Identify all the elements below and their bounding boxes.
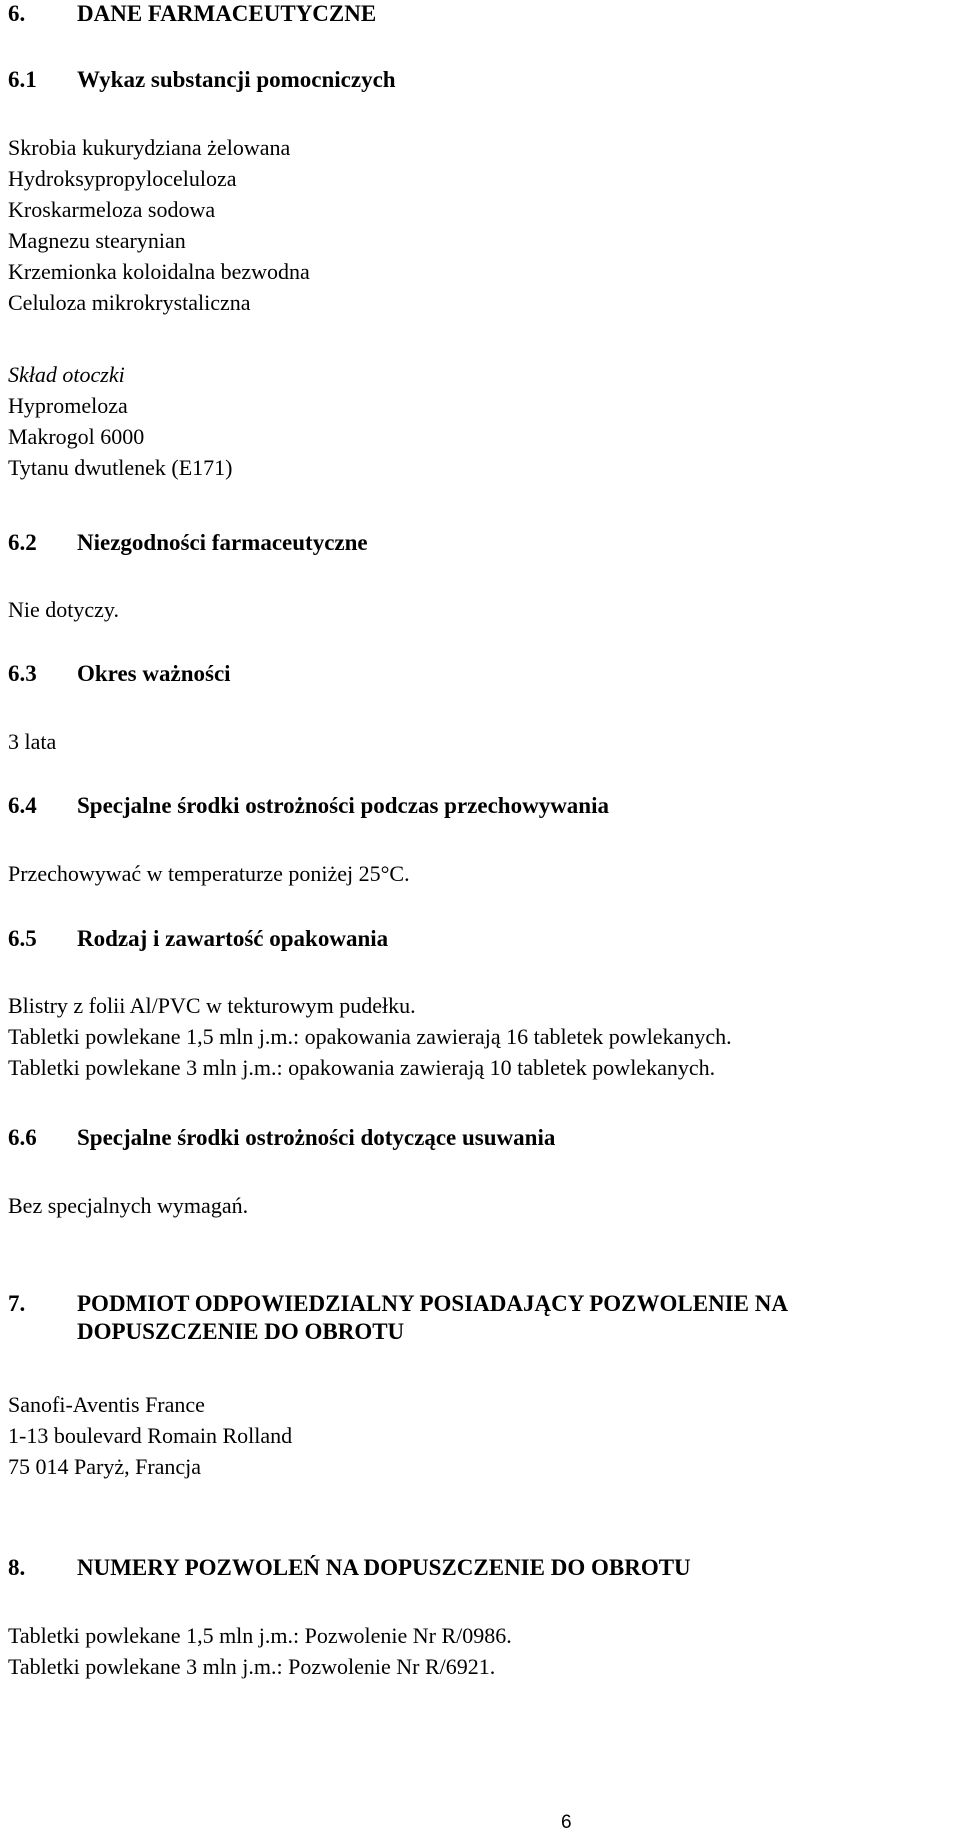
- list-item: Krzemionka koloidalna bezwodna: [8, 259, 310, 284]
- section-6-6-text: Bez specjalnych wymagań.: [8, 1193, 249, 1218]
- list-item: Blistry z folii Al/PVC w tekturowym pudełku.: [8, 993, 416, 1018]
- section-6-3-heading: [8, 660, 231, 688]
- section-6-5-body: [8, 990, 732, 1083]
- list-item: Tabletki powlekane 1,5 mln j.m.: Pozwolenie Nr R/0986.: [8, 1623, 512, 1648]
- list-item: Hydroksypropyloceluloza: [8, 166, 237, 191]
- coating-list: [8, 359, 233, 483]
- address-line: 75 014 Paryż, Francja: [8, 1454, 202, 1479]
- section-6-5-heading: [8, 925, 388, 953]
- list-item: Tabletki powlekane 3 mln j.m.: opakowania zawierają 10 tabletek powlekanych.: [8, 1055, 716, 1080]
- section-number: 6.4: [8, 793, 37, 818]
- list-item: Magnezu stearynian: [8, 228, 186, 253]
- section-8-heading: [8, 1554, 691, 1582]
- section-title: DANE FARMACEUTYCZNE: [77, 1, 377, 26]
- list-item: Hypromeloza: [8, 393, 128, 418]
- section-title: Specjalne środki ostrożności dotyczące usuwania: [77, 1125, 556, 1150]
- excipients-list: [8, 132, 310, 318]
- section-6-2-heading: [8, 529, 368, 557]
- list-item: Makrogol 6000: [8, 424, 145, 449]
- list-item: Kroskarmeloza sodowa: [8, 197, 216, 222]
- section-number: 6.3: [8, 661, 37, 686]
- section-title-line: PODMIOT ODPOWIEDZIALNY POSIADAJĄCY POZWOLENIE NA: [77, 1291, 788, 1316]
- section-title: Rodzaj i zawartość opakowania: [77, 926, 389, 951]
- page-number: 6: [561, 1812, 572, 1833]
- section-6-1-heading: [8, 66, 396, 94]
- section-7-heading: [8, 1290, 788, 1346]
- section-title: [77, 1290, 788, 1346]
- section-6-2-text: Nie dotyczy.: [8, 597, 119, 622]
- section-6-heading: [8, 0, 376, 28]
- section-title-line: DOPUSZCZENIE DO OBROTU: [77, 1319, 405, 1344]
- list-item: Tytanu dwutlenek (E171): [8, 455, 233, 480]
- address-line: Sanofi-Aventis France: [8, 1392, 205, 1417]
- section-6-4-heading: [8, 792, 609, 820]
- mah-address: [8, 1389, 292, 1482]
- list-item: Tabletki powlekane 1,5 mln j.m.: opakowania zawierają 16 tabletek powlekanych.: [8, 1024, 732, 1049]
- authorisation-numbers: [8, 1620, 512, 1682]
- section-title: Wykaz substancji pomocniczych: [77, 67, 396, 92]
- section-number: 8.: [8, 1555, 26, 1580]
- section-title: Specjalne środki ostrożności podczas przechowywania: [77, 793, 609, 818]
- section-number: 7.: [8, 1291, 26, 1316]
- section-number: 6.5: [8, 926, 37, 951]
- list-item: Skrobia kukurydziana żelowana: [8, 135, 291, 160]
- coating-subheading: Skład otoczki: [8, 362, 125, 387]
- section-6-4-text: Przechowywać w temperaturze poniżej 25°C.: [8, 861, 410, 886]
- section-title: Niezgodności farmaceutyczne: [77, 530, 368, 555]
- section-6-6-heading: [8, 1124, 555, 1152]
- section-title: Okres ważności: [77, 661, 231, 686]
- section-6-3-text: 3 lata: [8, 729, 57, 754]
- list-item: Celuloza mikrokrystaliczna: [8, 290, 251, 315]
- list-item: Tabletki powlekane 3 mln j.m.: Pozwolenie Nr R/6921.: [8, 1654, 496, 1679]
- address-line: 1-13 boulevard Romain Rolland: [8, 1423, 293, 1448]
- section-number: 6.6: [8, 1125, 37, 1150]
- section-title: NUMERY POZWOLEŃ NA DOPUSZCZENIE DO OBROTU: [77, 1555, 691, 1580]
- section-number: 6.1: [8, 67, 37, 92]
- section-number: 6.2: [8, 530, 37, 555]
- section-number: 6.: [8, 1, 26, 26]
